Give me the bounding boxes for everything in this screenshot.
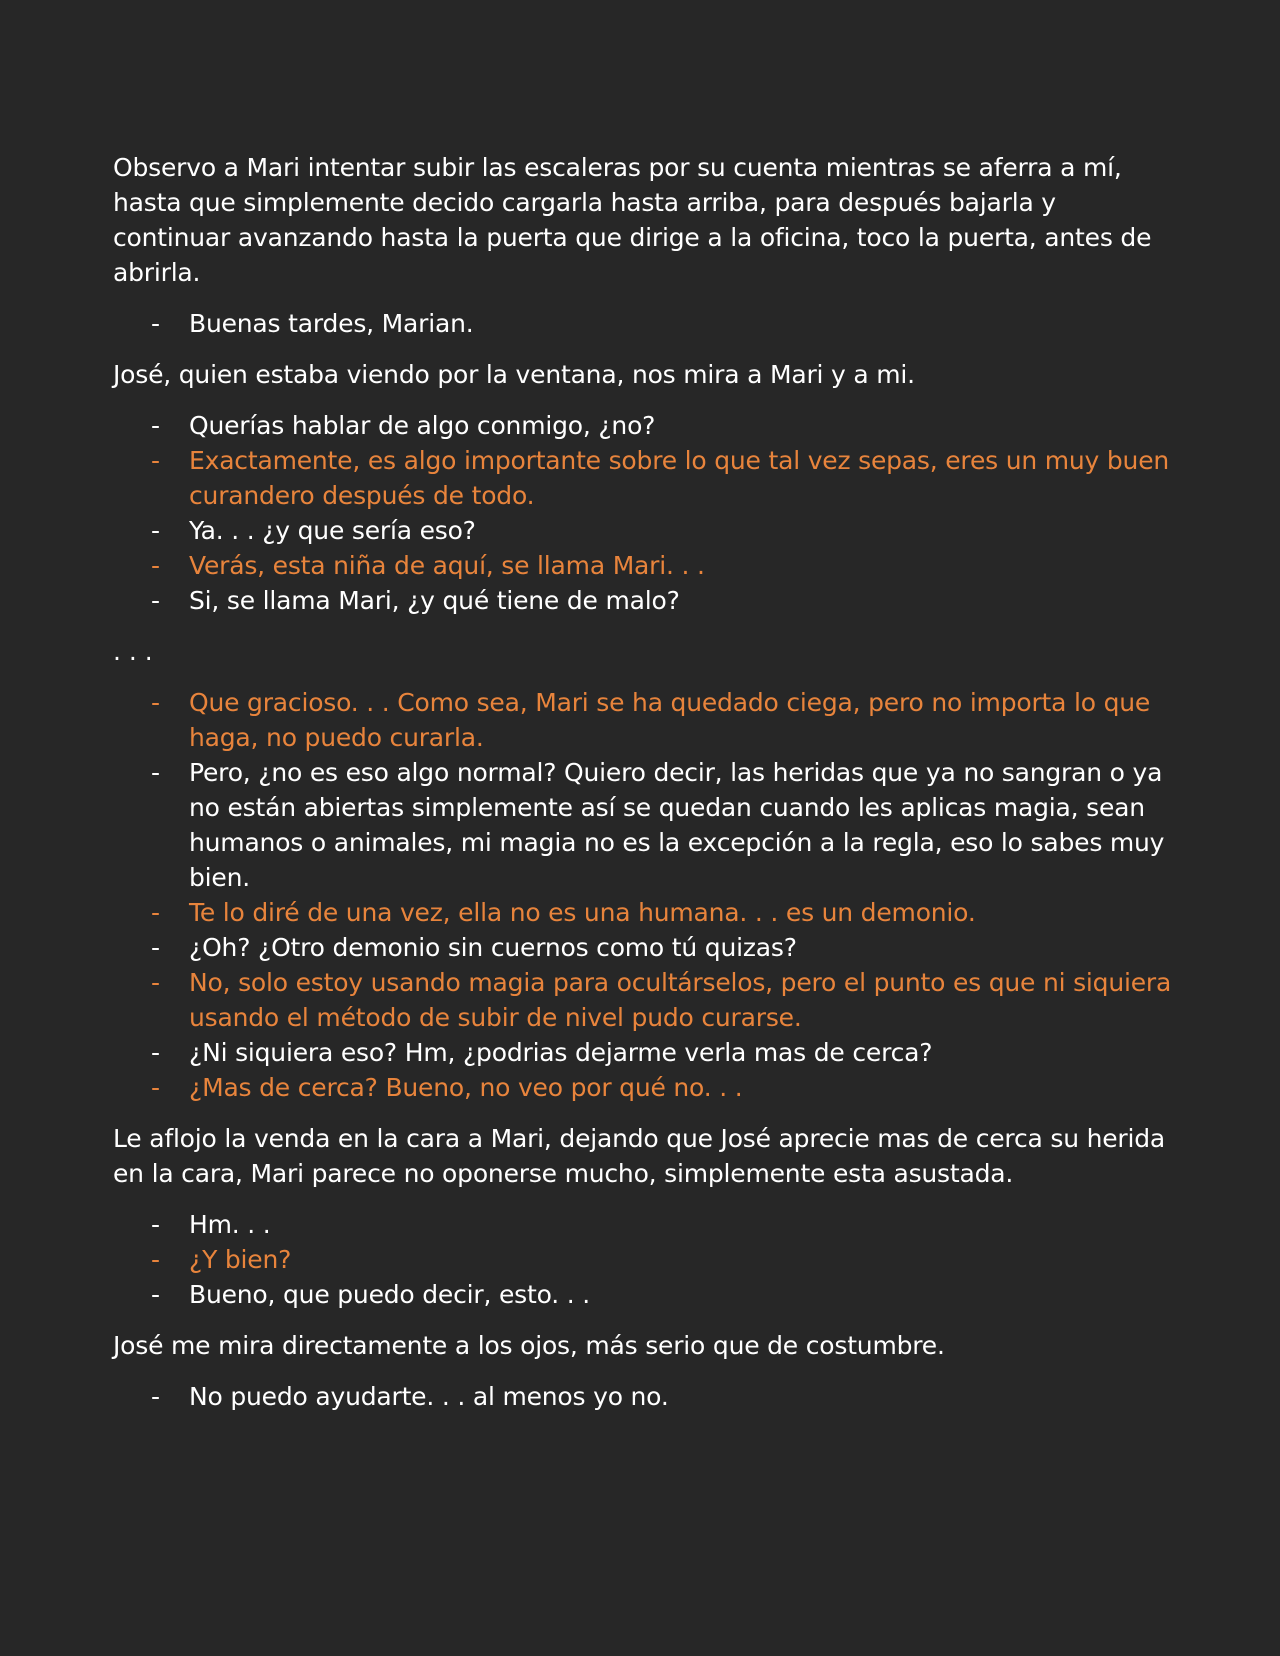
dialog-dash: - xyxy=(151,516,160,545)
dialog-line xyxy=(113,443,1173,513)
dialog-text: Si, se llama Mari, ¿y qué tiene de malo? xyxy=(189,586,680,615)
dialog-line xyxy=(113,1035,1173,1070)
narration-paragraph: José me mira directamente a los ojos, más serio que de costumbre. xyxy=(113,1331,945,1360)
dialog-line xyxy=(113,548,1173,583)
narration-paragraph: Observo a Mari intentar subir las escaleras por su cuenta mientras se aferra a mí, hasta que simplemente decido cargarla hasta arriba, para después bajarla y continuar avanzando hasta la puerta que dirige a la oficina, toco la puerta, antes de abrirla. xyxy=(113,153,1152,287)
dialog-line xyxy=(113,1379,1173,1414)
dialog-dash: - xyxy=(151,586,160,615)
dialog-text: Te lo diré de una vez, ella no es una humana. . . es un demonio. xyxy=(189,898,976,927)
dialog-dash: - xyxy=(151,1280,160,1309)
dialog-group xyxy=(113,1379,1173,1414)
dialog-line xyxy=(113,965,1173,1035)
dialog-line xyxy=(113,513,1173,548)
dialog-dash: - xyxy=(151,411,160,440)
dialog-line xyxy=(113,1207,1173,1242)
dialog-group xyxy=(113,685,1173,1105)
dialog-dash: - xyxy=(151,1382,160,1411)
dialog-line xyxy=(113,583,1173,618)
dialog-line xyxy=(113,1070,1173,1105)
dialog-dash: - xyxy=(151,933,160,962)
dialog-dash: - xyxy=(151,688,160,717)
dialog-dash: - xyxy=(151,1210,160,1239)
dialog-dash: - xyxy=(151,898,160,927)
dialog-text: No puedo ayudarte. . . al menos yo no. xyxy=(189,1382,669,1411)
dialog-dash: - xyxy=(151,968,160,997)
dialog-dash: - xyxy=(151,1038,160,1067)
dialog-text: Que gracioso. . . Como sea, Mari se ha quedado ciega, pero no importa lo que haga, no puedo curarla. xyxy=(189,688,1151,752)
narration-paragraph: José, quien estaba viendo por la ventana, nos mira a Mari y a mi. xyxy=(113,360,915,389)
dialog-line xyxy=(113,685,1173,755)
narration-paragraph: Le aflojo la venda en la cara a Mari, dejando que José aprecie mas de cerca su herida en la cara, Mari parece no oponerse mucho, simplemente esta asustada. xyxy=(113,1124,1166,1188)
dialog-text: ¿Ni siquiera eso? Hm, ¿podrias dejarme verla mas de cerca? xyxy=(189,1038,933,1067)
dialog-line xyxy=(113,1277,1173,1312)
dialog-dash: - xyxy=(151,309,160,338)
dialog-dash: - xyxy=(151,758,160,787)
dialog-group xyxy=(113,306,1173,341)
dialog-group xyxy=(113,1207,1173,1312)
dialog-text: Querías hablar de algo conmigo, ¿no? xyxy=(189,411,656,440)
dialog-text: Pero, ¿no es eso algo normal? Quiero decir, las heridas que ya no sangran o ya no están abiertas simplemente así se quedan cuando les aplicas magia, sean humanos o animales, mi magia no es la excepción a la regla, eso lo sabes muy bien. xyxy=(189,758,1165,892)
dialog-text: Verás, esta niña de aquí, se llama Mari. . . xyxy=(189,551,705,580)
dialog-dash: - xyxy=(151,1073,160,1102)
dialog-text: Bueno, que puedo decir, esto. . . xyxy=(189,1280,590,1309)
dialog-text: No, solo estoy usando magia para ocultárselos, pero el punto es que ni siquiera usando el método de subir de nivel pudo curarse. xyxy=(189,968,1172,1032)
document-page xyxy=(113,150,1173,1430)
dialog-line xyxy=(113,930,1173,965)
dialog-dash: - xyxy=(151,1245,160,1274)
dialog-line xyxy=(113,408,1173,443)
dialog-line xyxy=(113,755,1173,895)
dialog-line xyxy=(113,306,1173,341)
dialog-line xyxy=(113,1242,1173,1277)
dialog-text: ¿Y bien? xyxy=(189,1245,292,1274)
dialog-text: ¿Mas de cerca? Bueno, no veo por qué no. . . xyxy=(189,1073,743,1102)
dialog-text: Ya. . . ¿y que sería eso? xyxy=(189,516,476,545)
dialog-text: Buenas tardes, Marian. xyxy=(189,309,474,338)
dialog-text: ¿Oh? ¿Otro demonio sin cuernos como tú quizas? xyxy=(189,933,797,962)
dialog-dash: - xyxy=(151,551,160,580)
dialog-text: Hm. . . xyxy=(189,1210,271,1239)
scene-break-ellipsis: . . . xyxy=(113,637,153,666)
dialog-group xyxy=(113,408,1173,618)
dialog-dash: - xyxy=(151,446,160,475)
dialog-text: Exactamente, es algo importante sobre lo que tal vez sepas, eres un muy buen curandero después de todo. xyxy=(189,446,1170,510)
dialog-line xyxy=(113,895,1173,930)
